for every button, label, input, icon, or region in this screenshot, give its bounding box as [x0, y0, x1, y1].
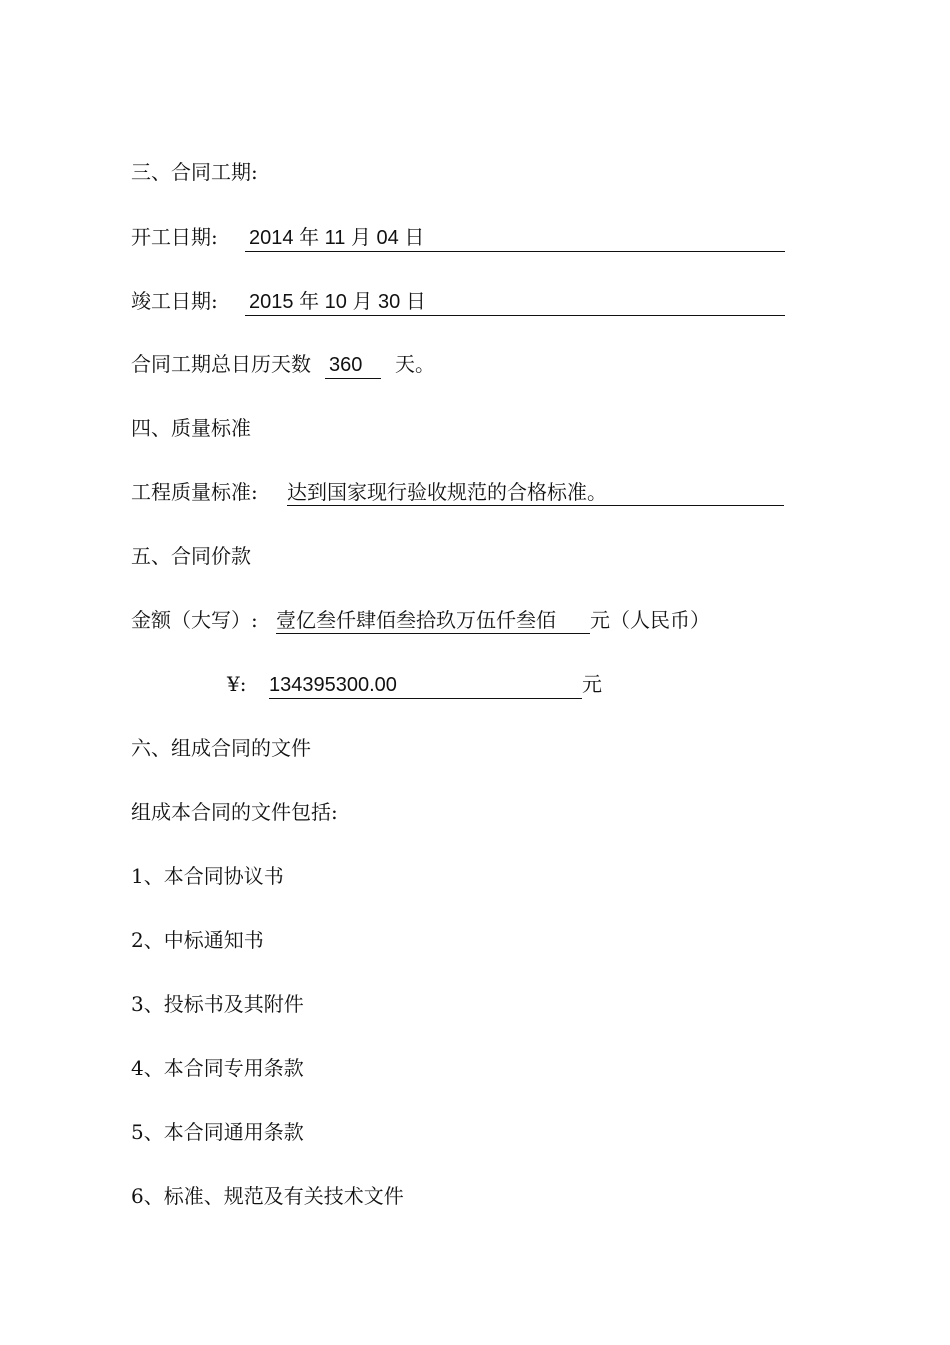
end-year: 2015 [249, 291, 294, 313]
document-item: 6、标准、规范及有关技术文件 [131, 1184, 404, 1208]
start-month: 11 [324, 227, 346, 249]
document-item: 1、本合同协议书 [131, 864, 284, 888]
end-date-field [245, 288, 785, 316]
quality-standard-row [131, 478, 784, 506]
capital-amount-label: 金额（大写）: [131, 608, 258, 632]
total-days-unit: 天。 [395, 352, 435, 376]
start-year-unit: 年 [299, 225, 320, 249]
start-date-row [131, 223, 785, 252]
numeric-amount-field: 134395300.00 [269, 672, 582, 699]
numeric-amount-row [227, 670, 602, 699]
total-days-field: 360 [325, 352, 381, 379]
document-item: 5、本合同通用条款 [131, 1120, 304, 1144]
end-day: 30 [378, 291, 401, 313]
capital-amount-unit: 元（人民币） [590, 608, 710, 632]
start-day-unit: 日 [404, 225, 425, 249]
start-month-unit: 月 [350, 225, 371, 249]
document-item: 2、中标通知书 [131, 928, 264, 952]
capital-amount-field: 壹亿叁仟肆佰叁拾玖万伍仟叁佰 [276, 607, 590, 634]
total-days-label: 合同工期总日历天数 [131, 352, 311, 376]
numeric-amount-unit: 元 [582, 672, 602, 696]
start-year: 2014 [249, 227, 294, 249]
price-heading: 五、合同价款 [131, 544, 251, 568]
quality-standard-field: 达到国家现行验收规范的合格标准。 [287, 479, 784, 506]
documents-heading: 六、组成合同的文件 [131, 736, 311, 760]
start-date-field [245, 224, 785, 252]
start-day: 04 [376, 227, 399, 249]
document-item: 3、投标书及其附件 [131, 992, 304, 1016]
end-date-label: 竣工日期: [131, 289, 218, 313]
start-date-label: 开工日期: [131, 225, 218, 249]
quality-heading: 四、质量标准 [131, 416, 251, 440]
numeric-amount-label: ¥: [227, 672, 247, 696]
total-days-row [131, 350, 435, 379]
end-month-unit: 月 [352, 289, 373, 313]
duration-heading: 三、合同工期: [131, 160, 258, 184]
end-month: 10 [324, 291, 347, 313]
documents-intro: 组成本合同的文件包括: [131, 800, 338, 824]
end-year-unit: 年 [299, 289, 320, 313]
end-date-row [131, 287, 785, 316]
end-day-unit: 日 [405, 289, 426, 313]
quality-standard-label: 工程质量标准: [131, 480, 258, 504]
document-item: 4、本合同专用条款 [131, 1056, 304, 1080]
capital-amount-row [131, 606, 710, 634]
